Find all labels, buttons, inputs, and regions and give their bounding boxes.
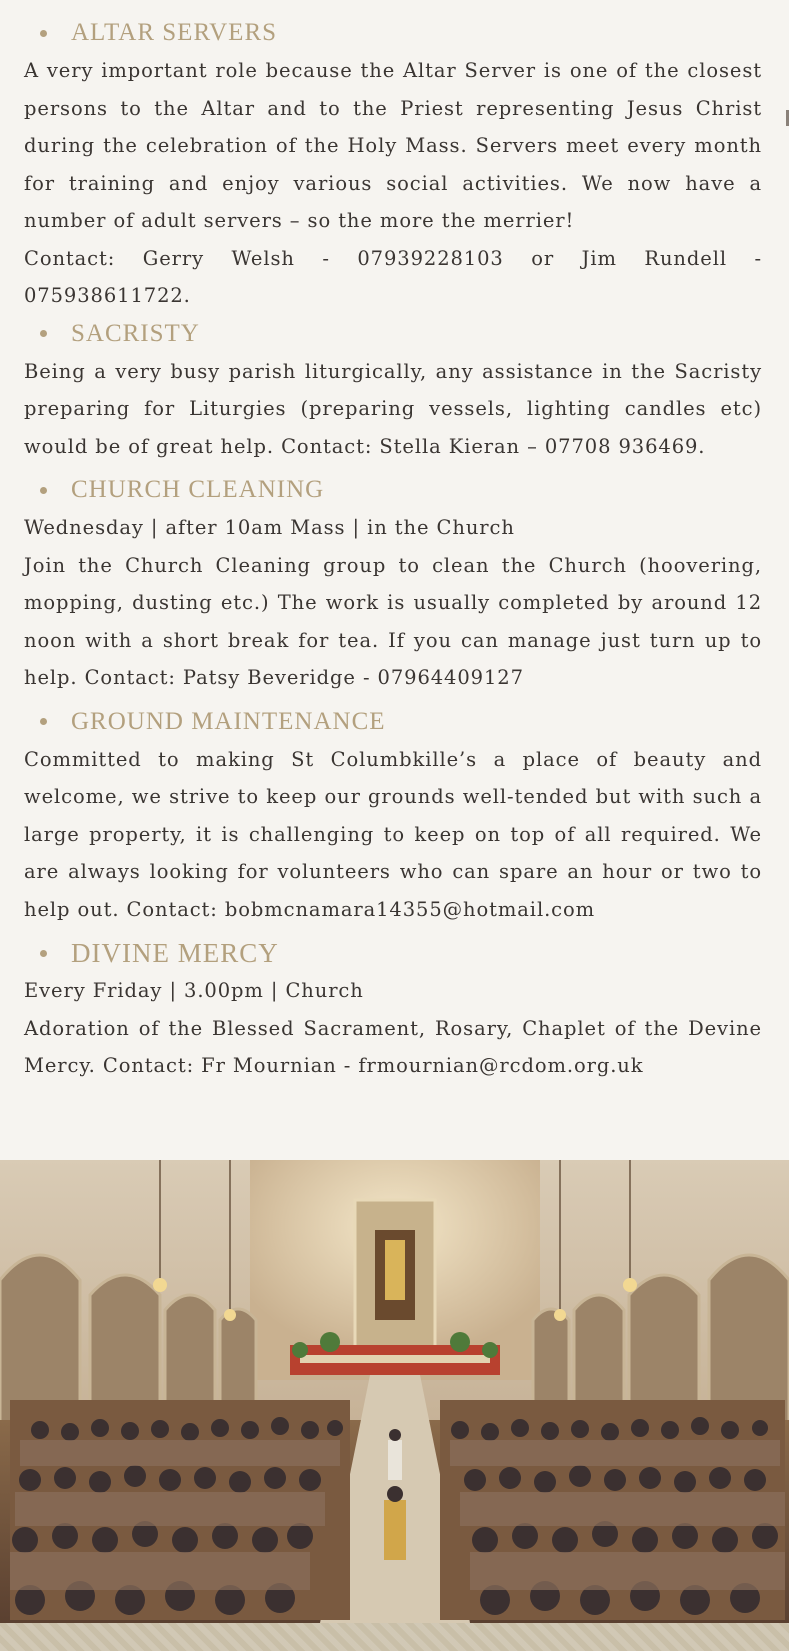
section-altar-servers — [24, 14, 762, 315]
church-interior-photo — [0, 1160, 789, 1623]
section-heading — [40, 703, 762, 741]
section-divine-mercy — [24, 934, 762, 1085]
section-heading — [40, 315, 762, 353]
section-body: Join the Church Cleaning group to clean the Church (hoovering, mopping, dusting etc.) The work is usually completed by around 12 noon with a short break for tea. If you can manage just turn up to help. Contact: Patsy Beveridge - 07964409127 — [24, 553, 762, 689]
section-sacristy — [24, 315, 762, 466]
bullet-icon — [40, 950, 47, 957]
section-title: SACRISTY — [71, 319, 200, 347]
section-title: ALTAR SERVERS — [71, 19, 278, 46]
section-body: Adoration of the Blessed Sacrament, Rosary, Chaplet of the Devine Mercy. Contact: Fr Mournian - frmournian@rcdom.org.uk — [24, 1016, 762, 1077]
ministries-list — [24, 14, 762, 1085]
section-heading — [40, 14, 762, 52]
section-ground-maintenance — [24, 703, 762, 929]
section-church-cleaning — [24, 471, 762, 697]
section-body: Committed to making St Columbkille’s a place of beauty and welcome, we strive to keep our grounds well-tended but with such a large property, it is challenging to keep on top of all required. We are always looking for volunteers who can spare an hour or two to help out. Contact: bobmcnamara14355@hotmail.com — [24, 747, 762, 921]
bullet-icon — [40, 30, 47, 37]
section-body: Being a very busy parish liturgically, any assistance in the Sacristy preparing for Liturgies (preparing vessels, lighting candles etc) would be of great help. Contact: Stella Kieran – 07708 936469. — [24, 359, 762, 458]
section-title: CHURCH CLEANING — [71, 476, 325, 503]
section-contact: Contact: Gerry Welsh - 07939228103 or Jim Rundell - 075938611722. — [24, 246, 762, 307]
section-heading — [40, 934, 762, 972]
decorative-footer-band — [0, 1623, 789, 1651]
section-schedule: Every Friday | 3.00pm | Church — [24, 979, 364, 1002]
section-body: A very important role because the Altar Server is one of the closest persons to the Altar and to the Priest representing Jesus Christ during the celebration of the Holy Mass. Servers meet every month for training and enjoy various social activities. We now have a number of adult servers – so the more the merrier! — [24, 59, 762, 232]
section-title: GROUND MAINTENANCE — [71, 707, 386, 735]
section-schedule: Wednesday | after 10am Mass | in the Church — [24, 516, 515, 539]
section-heading — [40, 471, 762, 509]
section-title: DIVINE MERCY — [71, 938, 279, 968]
bullet-icon — [40, 718, 47, 725]
church-interior-illustration — [0, 1160, 789, 1623]
bullet-icon — [40, 330, 47, 337]
bullet-icon — [40, 487, 47, 494]
